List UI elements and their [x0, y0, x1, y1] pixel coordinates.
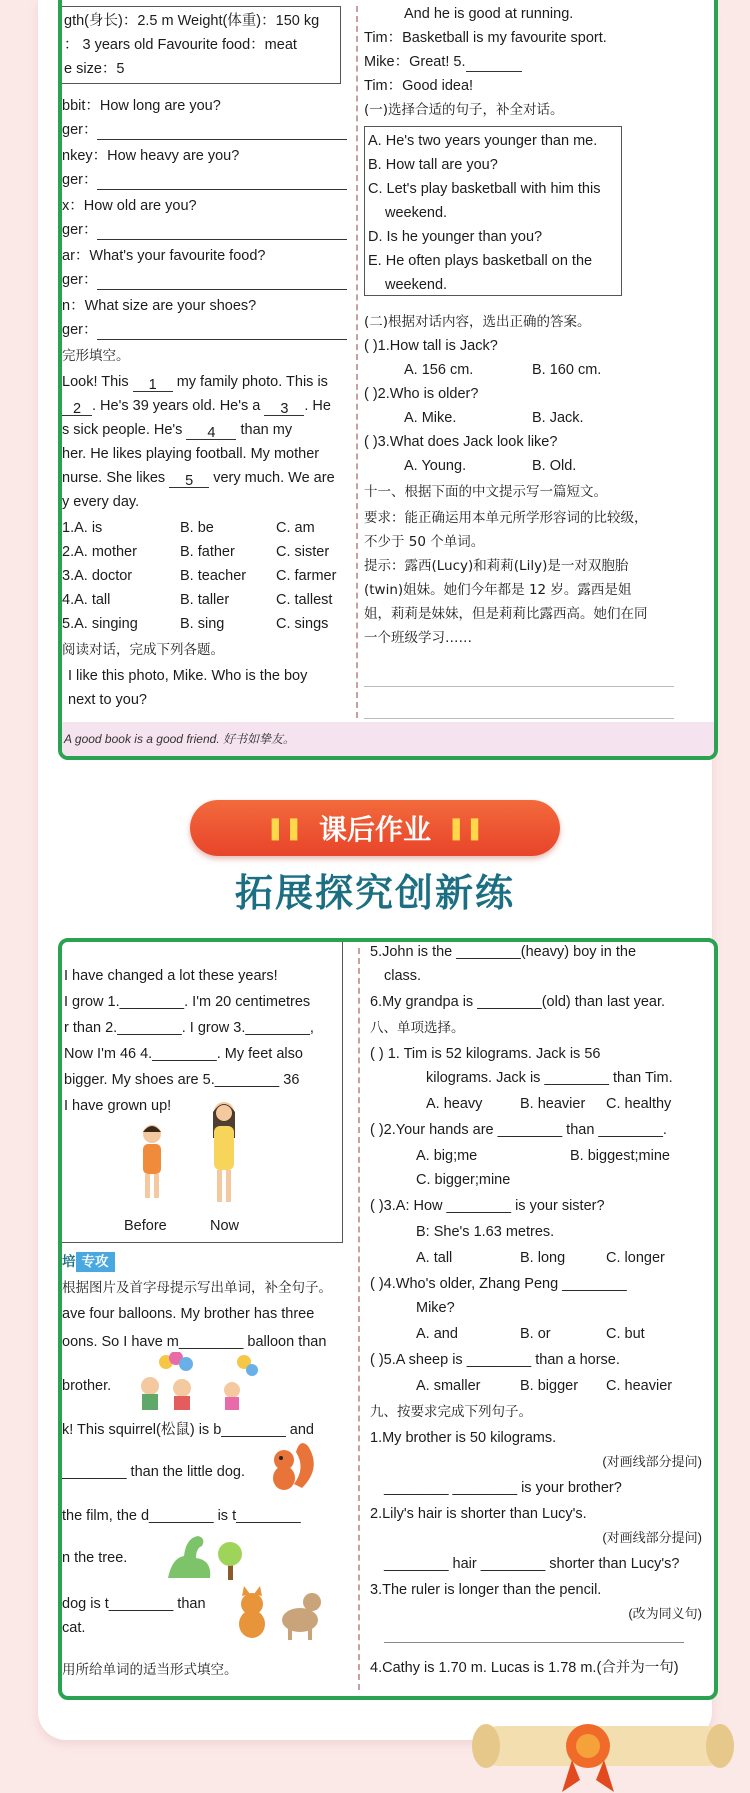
option-line: weekend. — [385, 277, 448, 293]
answer-blank[interactable] — [97, 223, 347, 240]
reading-line: next to you? — [68, 692, 147, 708]
mcq-options: A. 156 cm. B. 160 cm. — [404, 362, 602, 378]
worksheet-bottom — [58, 938, 718, 1700]
special-instruction: 根据图片及首字母提示写出单词，补全句子。 — [62, 1280, 332, 1296]
picture-question-line: dog is t________ than — [62, 1596, 206, 1612]
dialog-line: Tim：Basketball is my favourite sport. — [364, 30, 607, 46]
mcq-question: B: She's 1.63 metres. — [416, 1224, 555, 1240]
cloze-title: 完形填空。 — [62, 348, 130, 364]
section-title: 九、按要求完成下列句子。 — [370, 1404, 532, 1420]
mcq-options: C. bigger;mine — [416, 1172, 511, 1188]
cloze-line: her. He likes playing football. My mother — [62, 446, 320, 462]
options-box — [364, 126, 622, 296]
story-line: Now I'm 46 4.________. My feet also — [64, 1046, 303, 1062]
fill-line: 6.My grandpa is ________(old) than last year. — [370, 994, 666, 1010]
mcq-options: A. tall B. long C. longer — [416, 1250, 665, 1266]
option-line: B. How tall are you? — [368, 157, 498, 173]
choice-row: 5.A. singing B. sing C. sings — [62, 616, 329, 632]
answer-line: ger： — [62, 270, 350, 290]
banner-deco-icon: ❚❚ — [447, 815, 484, 841]
column-divider — [356, 6, 358, 718]
writing-line: 不少于 50 个单词。 — [364, 534, 485, 550]
picture-question-line: brother. — [62, 1378, 112, 1394]
before-label: Before — [124, 1218, 167, 1234]
dialog-blank[interactable] — [466, 55, 522, 72]
writing-title: 十一、根据下面的中文提示写一篇短文。 — [364, 484, 607, 500]
mcq-question: ( )2.Who is older? — [364, 386, 479, 402]
writing-line: 一个班级学习…… — [364, 630, 472, 646]
banner-title: 课后作业 — [318, 813, 431, 846]
section-title: (二)根据对话内容，选出正确的答案。 — [364, 314, 591, 330]
picture-question-line: n the tree. — [62, 1550, 128, 1566]
girl-before-illustration — [132, 1120, 172, 1210]
cloze-blank[interactable]: 2 — [62, 399, 92, 416]
section-title: (一)选择合适的句子，补全对话。 — [364, 102, 564, 118]
scroll-ribbon-decoration — [468, 1700, 738, 1793]
mcq-question: ( )3.What does Jack look like? — [364, 434, 558, 450]
info-line: ： 3 years old Favourite food：meat — [64, 37, 297, 53]
writing-line: 要求：能正确运用本单元所学形容词的比较级， — [364, 510, 648, 526]
cloze-line: Look! This 1 my family photo. This is — [62, 374, 328, 393]
cloze-line: nurse. She likes 5 very much. We are — [62, 470, 335, 489]
transform-note: (对画线部分提问) — [602, 1530, 702, 1545]
now-label: Now — [210, 1218, 240, 1234]
mcq-options: A. smaller B. bigger C. heavier — [416, 1378, 673, 1394]
transform-answer[interactable]: ________ hair ________ shorter than Lucy's? — [384, 1556, 680, 1572]
question-line: n：What size are your shoes? — [62, 298, 257, 314]
question-line: bbit：How long are you? — [62, 98, 221, 114]
mcq-options: A. big;me B. biggest;mine — [416, 1148, 670, 1164]
mcq-question: ( )2.Your hands are ________ than ________. — [370, 1122, 667, 1138]
mcq-options: A. Young. B. Old. — [404, 458, 577, 474]
question-line: ar：What's your favourite food? — [62, 248, 266, 264]
writing-line: (twin)姐妹。她们今年都是 12 岁。露西是姐 — [364, 582, 632, 598]
mcq-question: ( ) 1. Tim is 52 kilograms. Jack is 56 — [370, 1046, 601, 1062]
special-heading: 培 专攻 — [62, 1252, 350, 1272]
answer-line: ger： — [62, 170, 350, 190]
answer-line: ger： — [62, 220, 350, 240]
cloze-blank[interactable]: 4 — [186, 423, 236, 440]
top-left-column — [62, 0, 350, 756]
worksheet-top — [58, 0, 718, 760]
cloze-blank[interactable]: 3 — [264, 399, 304, 416]
picture-question-line: ________ than the little dog. — [62, 1464, 246, 1480]
mcq-question: Mike? — [416, 1300, 455, 1316]
choice-row: 3.A. doctor B. teacher C. farmer — [62, 568, 337, 584]
mcq-question: ( )5.A sheep is ________ than a horse. — [370, 1352, 620, 1368]
option-line: E. He often plays basketball on the — [368, 253, 593, 269]
cloze-line: s sick people. He's 4 than my — [62, 422, 293, 441]
animal-info-box — [62, 6, 341, 84]
answer-blank[interactable] — [97, 323, 347, 340]
option-line: D. Is he younger than you? — [368, 229, 543, 245]
writing-line: 姐，莉莉是妹妹，但是莉莉比露西高。她们在同 — [364, 606, 648, 622]
choice-row: 4.A. tall B. taller C. tallest — [62, 592, 333, 608]
choice-row: 1.A. is B. be C. am — [62, 520, 315, 536]
transform-sentence: 1.My brother is 50 kilograms. — [370, 1430, 557, 1446]
cloze-line: 2 . He's 39 years old. He's a 3 . He — [62, 396, 350, 416]
answer-line: ger： — [62, 120, 350, 140]
picture-question-line: k! This squirrel(松鼠) is b________ and — [62, 1422, 314, 1438]
story-line: bigger. My shoes are 5.________ 36 — [64, 1072, 300, 1088]
section-instruction: 用所给单词的适当形式填空。 — [62, 1662, 238, 1678]
answer-blank[interactable] — [97, 123, 347, 140]
writing-line: 提示：露西(Lucy)和莉莉(Lily)是一对双胞胎 — [364, 558, 629, 574]
girl-now-illustration — [202, 1098, 246, 1210]
writing-rule[interactable] — [364, 686, 674, 687]
special-tag: 专攻 — [76, 1252, 115, 1272]
question-line: x：How old are you? — [62, 198, 197, 214]
mcq-question: kilograms. Jack is ________ than Tim. — [426, 1070, 673, 1086]
mcq-options: A. Mike. B. Jack. — [404, 410, 584, 426]
dialog-line: And he is good at running. — [404, 6, 574, 22]
picture-question-line: cat. — [62, 1620, 86, 1636]
transform-sentence: 3.The ruler is longer than the pencil. — [370, 1582, 602, 1598]
mcq-options: A. and B. or C. but — [416, 1326, 645, 1342]
squirrel-illustration — [262, 1438, 322, 1494]
fill-line: 5.John is the ________(heavy) boy in the — [370, 944, 637, 960]
bottom-right-column — [370, 942, 706, 1696]
reading-line: I like this photo, Mike. Who is the boy — [68, 668, 308, 684]
cloze-line: y every day. — [62, 494, 140, 510]
bottom-left-column — [62, 942, 350, 1696]
mcq-question: ( )3.A: How ________ is your sister? — [370, 1198, 605, 1214]
picture-question-line: oons. So I have m________ balloon than — [62, 1334, 327, 1350]
dialog-line: Mike：Great! 5. — [364, 52, 706, 72]
option-line: A. He's two years younger than me. — [368, 133, 598, 149]
picture-question-line: ave four balloons. My brother has three — [62, 1306, 315, 1322]
cloze-blank[interactable]: 1 — [133, 375, 173, 392]
page-footer: A good book is a good friend. 好书如挚友。 — [62, 722, 714, 756]
answer-blank[interactable] — [97, 273, 347, 290]
story-box — [62, 942, 343, 1243]
story-line: I have changed a lot these years! — [64, 968, 278, 984]
question-line: nkey：How heavy are you? — [62, 148, 240, 164]
mcq-question: ( )1.How tall is Jack? — [364, 338, 498, 354]
info-line: gth(身长)：2.5 m Weight(体重)：150 kg — [64, 13, 320, 29]
story-line: I grow 1.________. I'm 20 centimetres — [64, 994, 311, 1010]
transform-note: (对画线部分提问) — [602, 1454, 702, 1469]
transform-answer[interactable]: ________ ________ is your brother? — [384, 1480, 622, 1496]
section-subtitle: 拓展探究创新练 — [234, 871, 515, 915]
story-line: I have grown up! — [64, 1098, 172, 1114]
banner-deco-icon: ❚❚ — [266, 815, 303, 841]
answer-blank[interactable] — [97, 173, 347, 190]
homework-banner — [190, 800, 560, 856]
transform-note: (改为同义句) — [628, 1606, 702, 1621]
info-line: e size：5 — [64, 61, 125, 77]
top-right-column — [364, 0, 706, 756]
writing-rule[interactable] — [364, 718, 674, 719]
mcq-question: ( )4.Who's older, Zhang Peng ________ — [370, 1276, 627, 1292]
option-line: C. Let's play basketball with him this — [368, 181, 601, 197]
fill-line: class. — [384, 968, 422, 984]
cloze-blank[interactable]: 5 — [169, 471, 209, 488]
transform-answer-line[interactable] — [384, 1642, 684, 1643]
mcq-options: A. heavy B. heavier C. healthy — [426, 1096, 672, 1112]
dialog-line: Tim：Good idea! — [364, 78, 474, 94]
column-divider — [358, 948, 360, 1690]
section-title: 八、单项选择。 — [370, 1020, 465, 1036]
choice-row: 2.A. mother B. father C. sister — [62, 544, 330, 560]
option-line: weekend. — [385, 205, 448, 221]
transform-sentence: 2.Lily's hair is shorter than Lucy's. — [370, 1506, 587, 1522]
answer-line: ger： — [62, 320, 350, 340]
picture-question-line: the film, the d________ is t________ — [62, 1508, 301, 1524]
story-line: r than 2.________. I grow 3.________, — [64, 1020, 314, 1036]
reading-title: 阅读对话，完成下列各题。 — [62, 642, 224, 658]
transform-sentence: 4.Cathy is 1.70 m. Lucas is 1.78 m.(合并为一句) — [370, 1660, 679, 1676]
